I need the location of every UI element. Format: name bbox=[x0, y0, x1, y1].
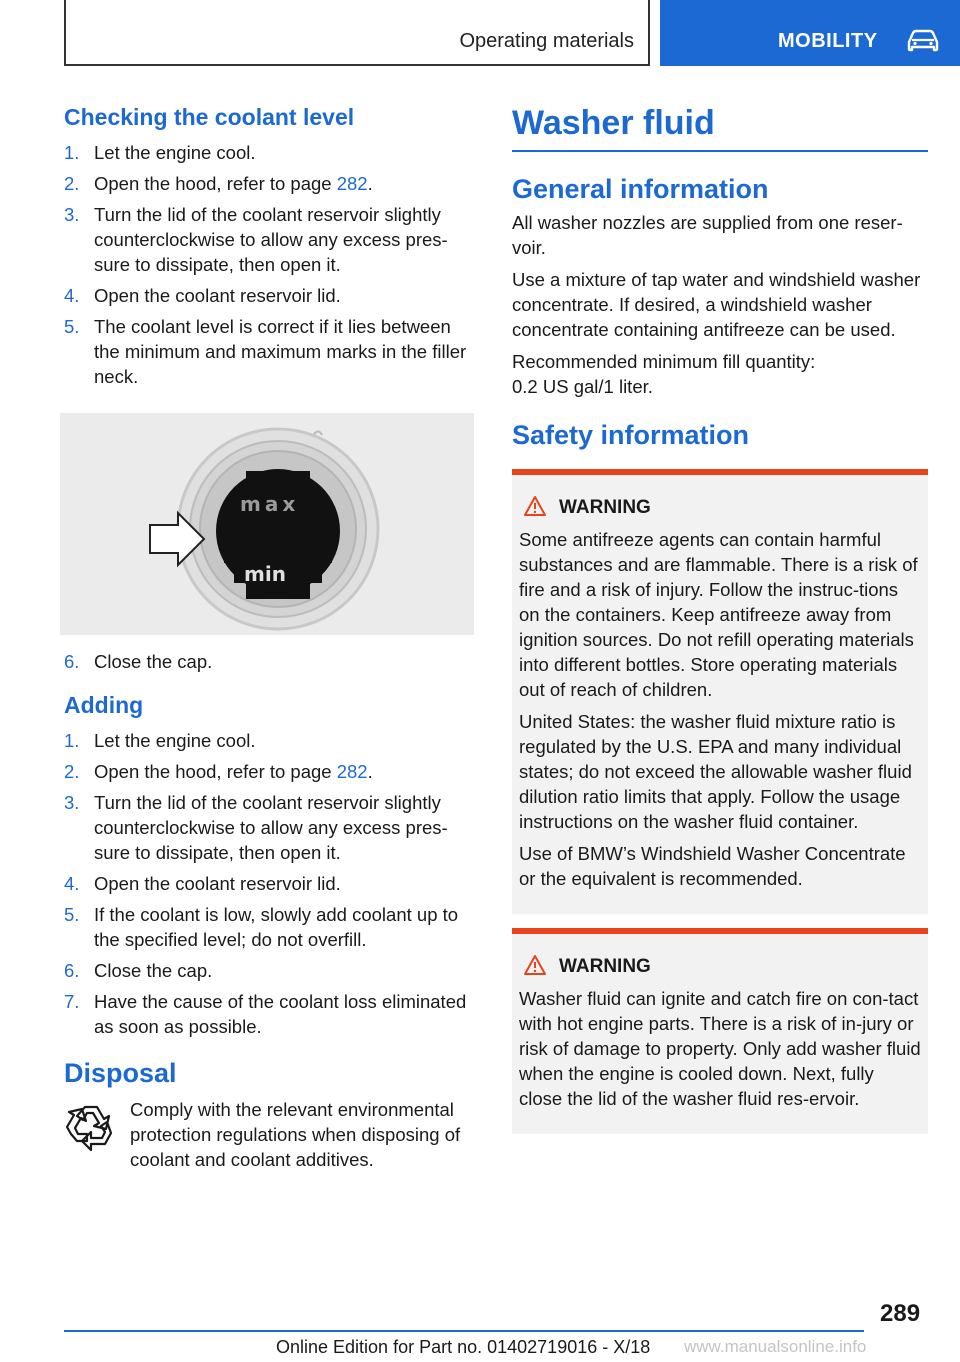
warning-box bbox=[512, 469, 928, 914]
disposal-note bbox=[64, 1097, 478, 1177]
list-item: 6. Close the cap. bbox=[64, 651, 213, 672]
footer-divider bbox=[64, 1330, 864, 1332]
warning-text: Use of BMW’s Windshield Washer Concentrate or the equivalent is recommended. bbox=[519, 843, 906, 889]
checking-steps bbox=[64, 140, 478, 389]
list-item: 1. Let the engine cool. bbox=[64, 730, 256, 751]
list-item: 5. The coolant level is correct if it lies between the minimum and maximum marks in the filler neck. bbox=[64, 316, 467, 387]
list-item: 2. Open the hood, refer to page 282. bbox=[64, 761, 373, 782]
list-item: 5. If the coolant is low, slowly add coolant up to the specified level; do not overfill. bbox=[64, 904, 459, 950]
warning-title: WARNING bbox=[519, 954, 921, 980]
checking-steps-end bbox=[64, 649, 478, 674]
general-info-heading: General information bbox=[512, 174, 769, 204]
warning-text: Washer fluid can ignite and catch fire on con‐tact with hot engine parts. There is a risk of in‐jury or risk of damage to property. Only add washer fluid when the engine is cooled down. Next, fully close the lid of the washer fluid res‐ervoir. bbox=[519, 988, 921, 1109]
filler-neck-illustration bbox=[60, 413, 474, 635]
right-column bbox=[512, 100, 928, 1148]
warning-triangle-icon bbox=[523, 954, 547, 976]
header-section-box bbox=[64, 0, 650, 66]
washer-fluid-heading-block bbox=[512, 100, 928, 152]
disposal-text: Comply with the relevant environmental protection regulations when disposing of coolant and coolant additives. bbox=[130, 1099, 461, 1170]
washer-fluid-heading: Washer fluid bbox=[512, 104, 715, 142]
coolant-filler-neck-figure bbox=[60, 413, 474, 635]
car-icon bbox=[906, 28, 940, 54]
min-mark: min bbox=[244, 562, 286, 586]
mobility-tab-label: MOBILITY bbox=[778, 30, 878, 52]
page-link[interactable]: 282 bbox=[336, 173, 368, 194]
warning-triangle-icon bbox=[523, 495, 547, 517]
fill-quantity: 0.2 US gal/1 liter. bbox=[512, 376, 653, 397]
warning-text: United States: the washer fluid mixture ratio is regulated by the U.S. EPA and many individual states; do not exceed the allowable washer fluid dilution ratio limits that apply. Follow the usage instructions on the washer fluid container. bbox=[519, 711, 912, 832]
checking-heading: Checking the coolant level bbox=[64, 104, 355, 130]
list-item: 7. Have the cause of the coolant loss eliminated as soon as possible. bbox=[64, 991, 467, 1037]
adding-steps bbox=[64, 728, 478, 1039]
list-item: 4. Open the coolant reservoir lid. bbox=[64, 873, 341, 894]
page-link[interactable]: 282 bbox=[336, 761, 368, 782]
general-para-1: All washer nozzles are supplied from one reser‐voir. bbox=[512, 212, 903, 258]
general-para-2: Use a mixture of tap water and windshield washer concentrate. If desired, a windshield washer concentrate containing antifreeze can be used. bbox=[512, 269, 921, 340]
warning-title: WARNING bbox=[519, 495, 921, 521]
list-item: 4. Open the coolant reservoir lid. bbox=[64, 285, 341, 306]
list-item: 3. Turn the lid of the coolant reservoir slightly counterclockwise to allow any excess pres‐sure to dissipate, then open it. bbox=[64, 204, 448, 275]
safety-info-heading: Safety information bbox=[512, 420, 750, 450]
adding-heading: Adding bbox=[64, 692, 144, 718]
list-item: 2. Open the hood, refer to page 282. bbox=[64, 173, 373, 194]
left-column bbox=[64, 100, 478, 1177]
general-para-3: Recommended minimum fill quantity: 0.2 US gal/1 liter. bbox=[512, 351, 816, 397]
footer-edition: Online Edition for Part no. 01402719016 - X/18 bbox=[276, 1337, 651, 1357]
list-item: 1. Let the engine cool. bbox=[64, 142, 256, 163]
mobility-tab[interactable] bbox=[660, 0, 960, 66]
section-title: Operating materials bbox=[459, 30, 634, 52]
recycle-icon bbox=[64, 1101, 118, 1155]
warning-box bbox=[512, 928, 928, 1134]
disposal-heading: Disposal bbox=[64, 1058, 177, 1088]
max-mark: max bbox=[240, 492, 300, 516]
warning-text: Some antifreeze agents can contain harmful substances and are flammable. There is a risk of fire and a risk of injury. Follow the instruc‐tions on the containers. Keep antifreeze away from ignition sources. Do not refill operating materials into different bottles. Store operating materials out of reach of children. bbox=[519, 529, 918, 700]
page-number: 289 bbox=[880, 1300, 921, 1327]
list-item: 6. Close the cap. bbox=[64, 960, 213, 981]
footer-watermark: www.manualsonline.info bbox=[684, 1337, 867, 1356]
list-item: 3. Turn the lid of the coolant reservoir slightly counterclockwise to allow any excess pres‐sure to dissipate, then open it. bbox=[64, 792, 448, 863]
